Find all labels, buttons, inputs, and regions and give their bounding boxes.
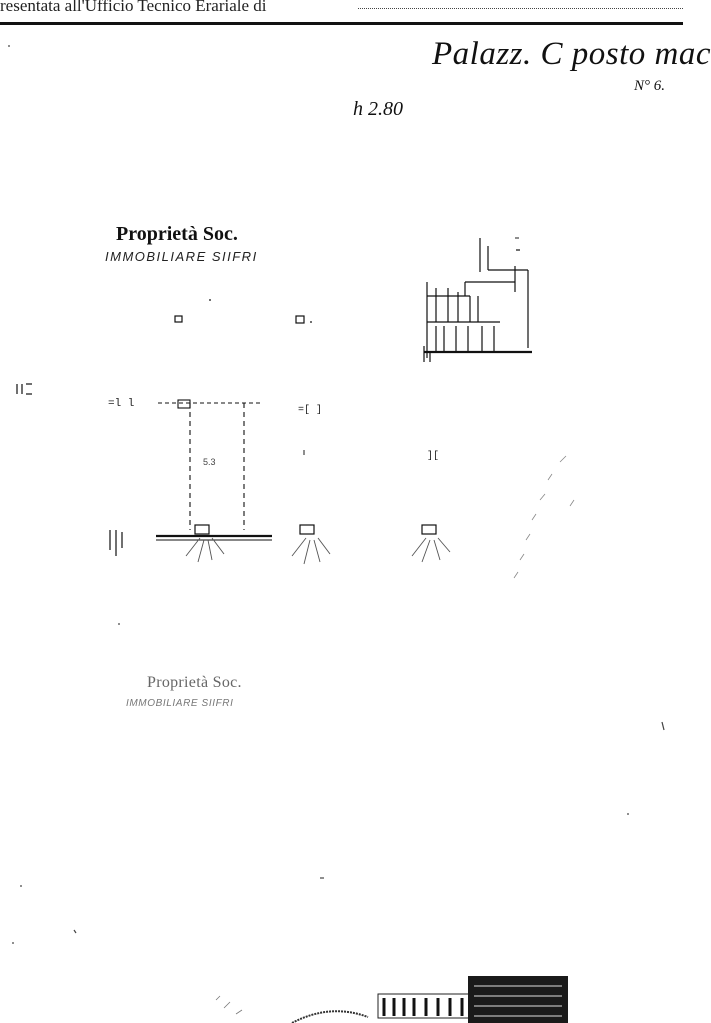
section-sketch (424, 238, 532, 362)
parking-space (158, 400, 262, 530)
header-text: resentata all'Ufficio Tecnico Erariale di (0, 0, 267, 15)
bottom-stamp (216, 976, 568, 1023)
owner-subtitle: IMMOBILIARE SIIFRI (105, 249, 258, 264)
speckle (514, 456, 574, 578)
svg-text:=l l: =l l (108, 398, 135, 410)
owner-title-faded: Proprietà Soc. (147, 674, 242, 691)
room-label: 5.3 (203, 457, 216, 467)
owner-title: Proprietà Soc. (116, 223, 238, 245)
handwritten-height: h 2.80 (353, 98, 403, 120)
owner-subtitle-faded: IMMOBILIARE SIIFRI (126, 698, 234, 709)
column-marker (175, 316, 182, 322)
svg-text:][: ][ (427, 451, 440, 462)
handwritten-title: Palazz. C posto mac (432, 36, 711, 72)
hatch-marks (186, 538, 450, 564)
left-marker (17, 384, 32, 394)
handwritten-number: N° 6. (634, 78, 666, 94)
column-marker (296, 316, 304, 323)
dust-marks (8, 46, 664, 943)
svg-text:=[ ]: =[ ] (298, 405, 323, 416)
